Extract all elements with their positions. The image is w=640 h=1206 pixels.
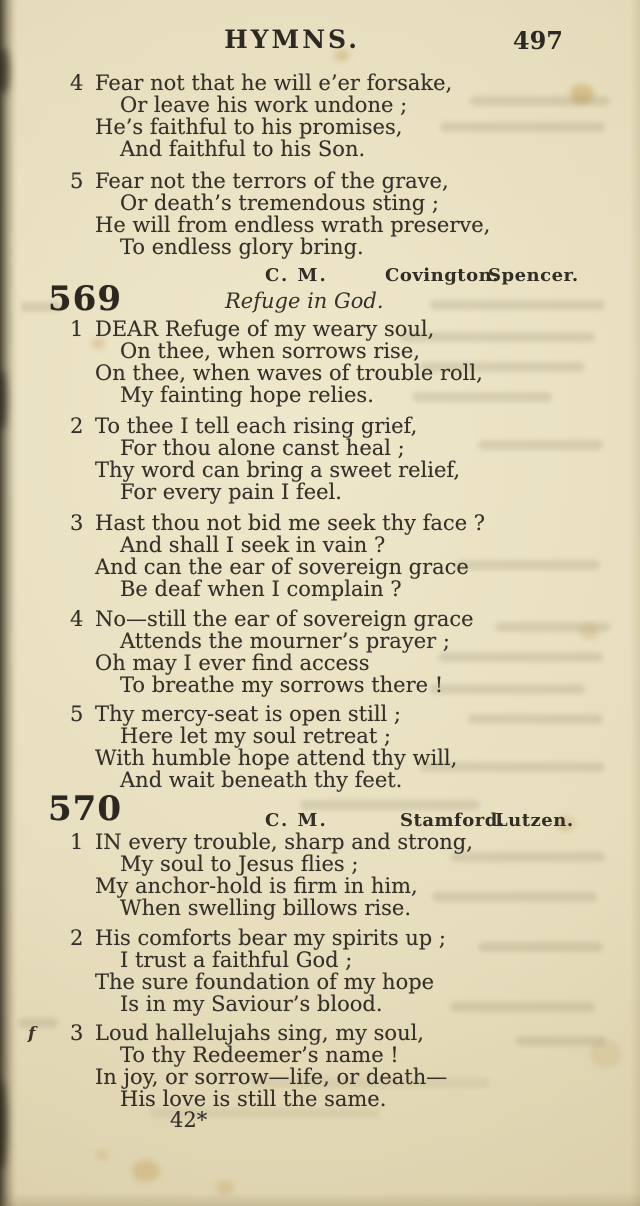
bleed-through-mark <box>478 942 603 952</box>
gutter-shadow <box>0 0 18 1206</box>
verse <box>70 170 490 258</box>
verse <box>70 831 473 919</box>
verse-line: His comforts bear my spirits up ; <box>95 926 447 950</box>
verse-line: Fear not the terrors of the grave, <box>95 169 449 193</box>
verse-line: Hast thou not bid me seek thy face ? <box>95 511 486 535</box>
verse <box>70 1022 447 1110</box>
verse <box>70 72 452 160</box>
verse-number: 4 <box>70 71 84 95</box>
verse-line: To thy Redeemer’s name ! <box>120 1043 399 1067</box>
verse-line: Or leave his work undone ; <box>120 93 408 117</box>
tune-name: Lutzen. <box>495 810 574 831</box>
verse-line: I trust a faithful God ; <box>120 948 353 972</box>
verse-line: Loud hallelujahs sing, my soul, <box>95 1021 424 1045</box>
signature-mark: 42* <box>170 1108 208 1132</box>
meter-label: C. M. <box>265 265 328 286</box>
verse-line: Be deaf when I complain ? <box>120 577 402 601</box>
verse-line: When swelling billows rise. <box>120 896 412 920</box>
verse-line: The sure foundation of my hope <box>95 970 435 994</box>
bleed-through-mark <box>516 1036 606 1046</box>
hymn-number: 569 <box>48 279 122 319</box>
bleed-through-mark <box>18 1018 58 1028</box>
bleed-through-mark <box>495 622 610 632</box>
verse-number: 3 <box>70 1021 84 1045</box>
verse-line: And shall I seek in vain ? <box>120 533 386 557</box>
verse-line: IN every trouble, sharp and strong, <box>95 830 473 854</box>
verse <box>70 608 474 696</box>
verse-line: Thy mercy-seat is open still ; <box>95 702 402 726</box>
verse-line: With humble hope attend thy will, <box>95 746 458 770</box>
bleed-through-mark <box>478 440 603 450</box>
verse-line: Here let my soul retreat ; <box>120 724 392 748</box>
verse-line: Or death’s tremendous sting ; <box>120 191 439 215</box>
verse-line: DEAR Refuge of my weary soul, <box>95 317 435 341</box>
verse-number: 2 <box>70 414 84 438</box>
dynamic-marker: f <box>28 1024 36 1044</box>
verse-line: Attends the mourner’s prayer ; <box>120 629 450 653</box>
verse-line: My fainting hope relies. <box>120 383 374 407</box>
verse-line: On thee, when sorrows rise, <box>120 339 420 363</box>
verse-line: For thou alone canst heal ; <box>120 436 405 460</box>
verse-line: To endless glory bring. <box>120 235 364 259</box>
page-edge-shadow <box>0 1192 640 1206</box>
verse-line: To thee I tell each rising grief, <box>95 414 418 438</box>
verse <box>70 927 446 1015</box>
tune-name: Covington. <box>385 265 499 286</box>
page-edge-shadow <box>630 0 640 1206</box>
verse-line: He will from endless wrath preserve, <box>95 213 491 237</box>
paper-stain <box>216 1180 234 1195</box>
verse <box>70 703 457 791</box>
verse-line: Thy word can bring a sweet relief, <box>95 458 461 482</box>
verse-number: 5 <box>70 702 84 726</box>
tune-name: Stamford. <box>400 810 505 831</box>
verse-line: Is in my Saviour’s blood. <box>120 992 383 1016</box>
verse-line: And wait beneath thy feet. <box>120 768 403 792</box>
verse-line: In joy, or sorrow—life, or death— <box>95 1065 448 1089</box>
verse-number: 2 <box>70 926 84 950</box>
bleed-through-mark <box>450 1002 595 1012</box>
bleed-through-mark <box>450 852 605 862</box>
verse-line: He’s faithful to his promises, <box>95 115 403 139</box>
verse-number: 1 <box>70 830 84 854</box>
verse-line: To breathe my sorrows there ! <box>120 673 444 697</box>
verse-line: My anchor-hold is firm in him, <box>95 874 418 898</box>
verse-line: On thee, when waves of trouble roll, <box>95 361 483 385</box>
bleed-through-mark <box>300 800 480 810</box>
verse-line: Oh may I ever find access <box>95 651 370 675</box>
verse-number: 3 <box>70 511 84 535</box>
verse <box>70 318 483 406</box>
running-head-title: HYMNS. <box>224 25 360 54</box>
bleed-through-mark <box>430 300 605 310</box>
verse-number: 1 <box>70 317 84 341</box>
verse-line: And faithful to his Son. <box>120 137 366 161</box>
hymn-title: Refuge in God. <box>225 289 384 313</box>
bleed-through-mark <box>468 714 603 724</box>
verse-line: His love is still the same. <box>120 1087 387 1111</box>
tune-name: Spencer. <box>488 265 579 286</box>
paper-stain <box>132 1160 160 1182</box>
verse-line: No—still the ear of sovereign grace <box>95 607 474 631</box>
hymn-number: 570 <box>48 789 122 829</box>
verse <box>70 512 485 600</box>
verse-line: And can the ear of sovereign grace <box>95 555 469 579</box>
verse-number: 4 <box>70 607 84 631</box>
paper-stain <box>96 1150 108 1160</box>
verse-line: My soul to Jesus flies ; <box>120 852 359 876</box>
meter-label: C. M. <box>265 810 328 831</box>
verse <box>70 415 460 503</box>
verse-number: 5 <box>70 169 84 193</box>
bleed-through-mark <box>470 96 610 106</box>
page-number: 497 <box>512 26 563 55</box>
verse-line: For every pain I feel. <box>120 480 342 504</box>
verse-line: Fear not that he will e’er forsake, <box>95 71 453 95</box>
bleed-through-mark <box>440 122 605 132</box>
